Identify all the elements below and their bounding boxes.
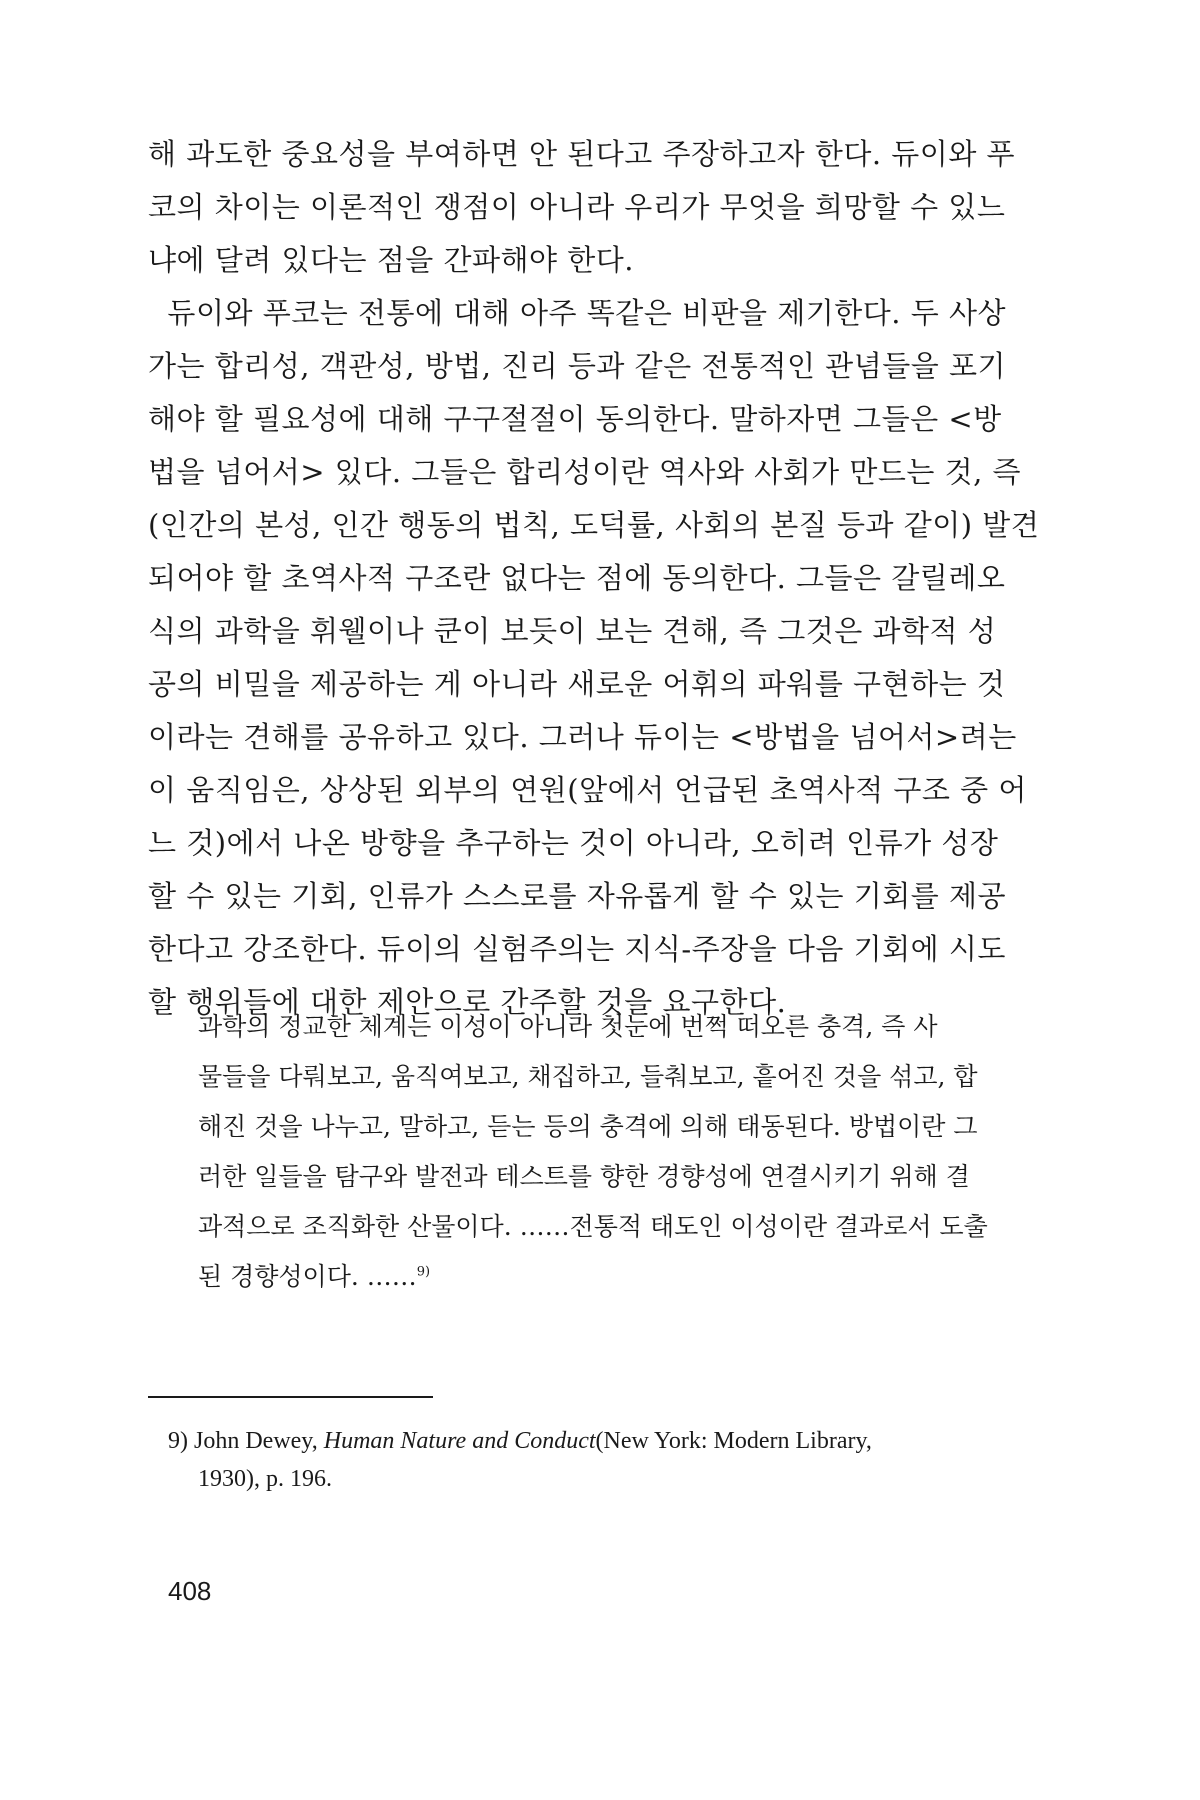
body-line: 할 행위들에 대한 제안으로 간주할 것을 요구한다. bbox=[148, 985, 787, 1019]
body-text bbox=[148, 128, 1040, 1029]
body-line: 느 것)에서 나온 방향을 추구하는 것이 아니라, 오히려 인류가 성장 bbox=[148, 826, 999, 860]
quote-line: 러한 일들을 탐구와 발전과 테스트를 향한 경향성에 연결시키기 위해 결 bbox=[198, 1162, 970, 1191]
footnote-author: John Dewey, bbox=[194, 1428, 318, 1454]
footnote-continuation: 1930), p. 196. bbox=[198, 1466, 332, 1492]
body-line: 공의 비밀을 제공하는 게 아니라 새로운 어휘의 파워를 구현하는 것 bbox=[148, 667, 1006, 701]
footnote-book-title: Human Nature and Conduct bbox=[323, 1428, 596, 1454]
body-line: 코의 차이는 이론적인 쟁점이 아니라 우리가 무엇을 희망할 수 있느 bbox=[148, 190, 1006, 224]
body-line: (인간의 본성, 인간 행동의 법칙, 도덕률, 사회의 본질 등과 같이) 발견 bbox=[148, 508, 1040, 542]
footnote-reference[interactable]: 9) bbox=[416, 1264, 431, 1280]
body-line: 듀이와 푸코는 전통에 대해 아주 똑같은 비판을 제기한다. 두 사상 bbox=[148, 296, 1006, 330]
footnote-publication: (New York: Modern Library, bbox=[595, 1428, 872, 1454]
body-line: 이라는 견해를 공유하고 있다. 그러나 듀이는 <방법을 넘어서>려는 bbox=[148, 720, 1017, 754]
page-number: 408 bbox=[168, 1576, 212, 1606]
body-line: 식의 과학을 휘웰이나 쿤이 보듯이 보는 견해, 즉 그것은 과학적 성 bbox=[148, 614, 997, 648]
footnote bbox=[168, 1422, 1008, 1498]
body-line: 되어야 할 초역사적 구조란 없다는 점에 동의한다. 그들은 갈릴레오 bbox=[148, 561, 1006, 595]
body-line: 해 과도한 중요성을 부여하면 안 된다고 주장하고자 한다. 듀이와 푸 bbox=[148, 137, 1016, 171]
body-line: 해야 할 필요성에 대해 구구절절이 동의한다. 말하자면 그들은 <방 bbox=[148, 402, 1002, 436]
body-line: 한다고 강조한다. 듀이의 실험주의는 지식-주장을 다음 기회에 시도 bbox=[148, 932, 1006, 966]
body-line: 냐에 달려 있다는 점을 간파해야 한다. bbox=[148, 243, 635, 277]
body-line: 법을 넘어서> 있다. 그들은 합리성이란 역사와 사회가 만드는 것, 즉 bbox=[148, 455, 1022, 489]
footnote-divider bbox=[148, 1396, 433, 1398]
quote-line: 과적으로 조직화한 산물이다. ……전통적 태도인 이성이란 결과로서 도출 bbox=[198, 1212, 988, 1241]
quote-line: 과학의 정교한 체계는 이성이 아니라 첫눈에 번쩍 떠오른 충격, 즉 사 bbox=[198, 1012, 938, 1041]
quote-line: 해진 것을 나누고, 말하고, 듣는 등의 충격에 의해 태동된다. 방법이란 그 bbox=[198, 1112, 978, 1141]
quote-last-line bbox=[198, 1252, 1008, 1302]
body-line: 이 움직임은, 상상된 외부의 연원(앞에서 언급된 초역사적 구조 중 어 bbox=[148, 773, 1027, 807]
block-quote bbox=[198, 1002, 1008, 1302]
body-line: 가는 합리성, 객관성, 방법, 진리 등과 같은 전통적인 관념들을 포기 bbox=[148, 349, 1006, 383]
quote-line: 물들을 다뤄보고, 움직여보고, 채집하고, 들춰보고, 흩어진 것을 섞고, 합 bbox=[198, 1062, 978, 1091]
body-line: 할 수 있는 기회, 인류가 스스로를 자유롭게 할 수 있는 기회를 제공 bbox=[148, 879, 1006, 913]
footnote-number: 9) bbox=[168, 1428, 188, 1454]
footnote-line bbox=[168, 1422, 1008, 1460]
quote-line-text: 된 경향성이다. …… bbox=[198, 1262, 417, 1291]
